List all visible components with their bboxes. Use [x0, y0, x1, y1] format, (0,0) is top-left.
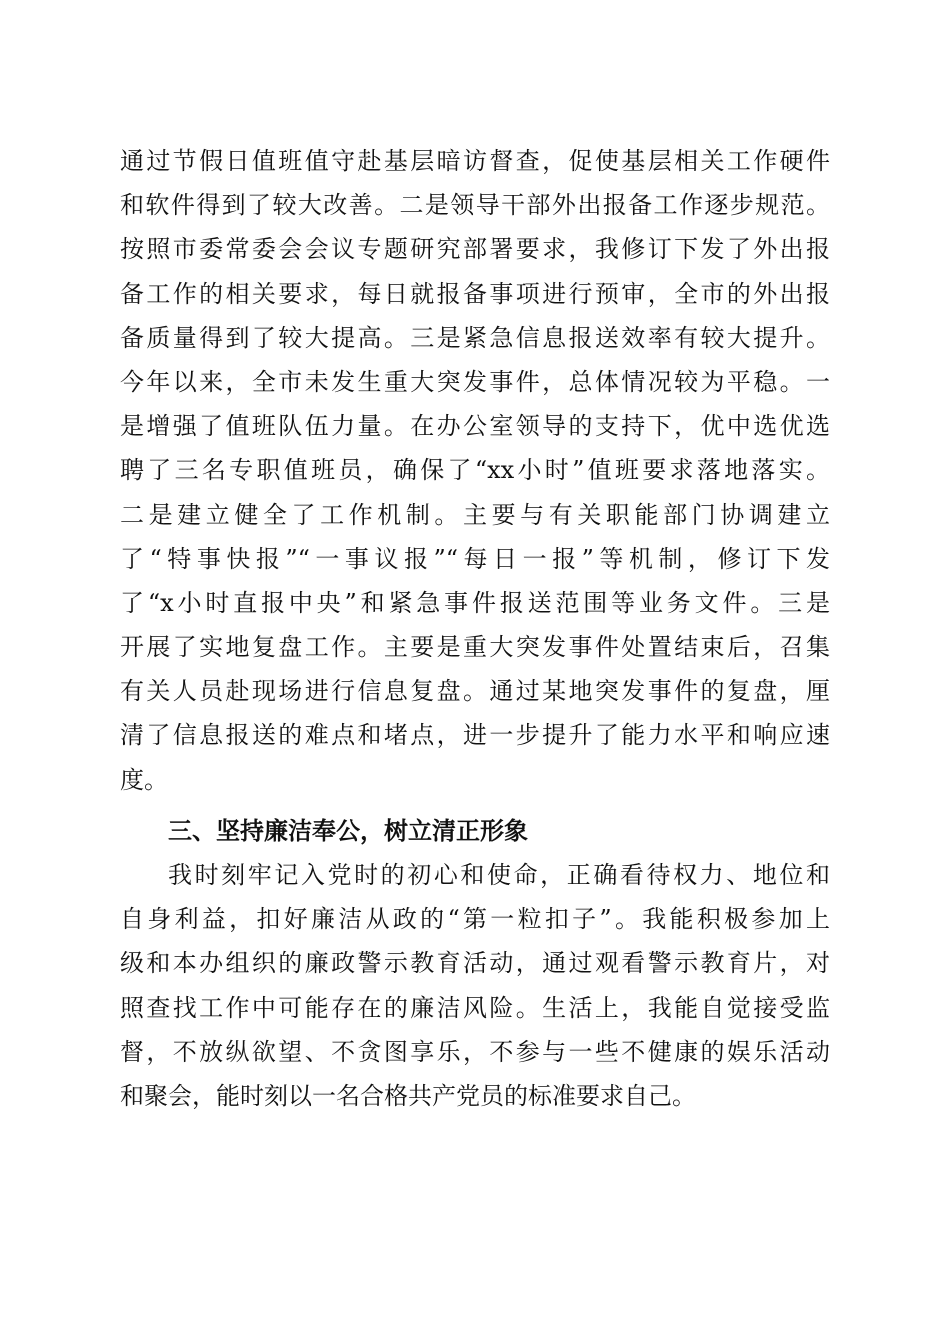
paragraph-line-first: 我时刻牢记入党时的初心和使命，正确看待权力、地位和 — [168, 861, 830, 889]
body-paragraph-duty-work — [120, 139, 830, 802]
section-heading: 三、坚持廉洁奉公，树立清正形象 — [168, 817, 528, 845]
paragraph-line-last: 度。 — [120, 765, 168, 794]
paragraph-line: 聘了三名专职值班员，确保了“xx小时”值班要求落地落实。 — [120, 456, 830, 485]
paragraph-line: 通过节假日值班值守赴基层暗访督查，促使基层相关工作硬件 — [120, 147, 830, 175]
paragraph-line: 按照市委常委会会议专题研究部署要求，我修订下发了外出报 — [120, 235, 830, 264]
paragraph-line: 二是建立健全了工作机制。主要与有关职能部门协调建立 — [120, 500, 830, 529]
paragraph-line: 自身利益，扣好廉洁从政的“第一粒扣子”。我能积极参加上 — [120, 905, 830, 934]
body-paragraph-integrity — [120, 853, 830, 1118]
paragraph-line: 今年以来，全市未发生重大突发事件，总体情况较为平稳。一 — [120, 367, 830, 396]
section-heading-block — [120, 809, 830, 853]
paragraph-line: 备质量得到了较大提高。三是紧急信息报送效率有较大提升。 — [120, 323, 830, 352]
paragraph-line: 有关人员赴现场进行信息复盘。通过某地突发事件的复盘，厘 — [120, 677, 830, 706]
paragraph-line: 清了信息报送的难点和堵点，进一步提升了能力水平和响应速 — [120, 721, 830, 750]
paragraph-line: 了“x小时直报中央”和紧急事件报送范围等业务文件。三是 — [120, 588, 830, 617]
paragraph-line: 级和本办组织的廉政警示教育活动，通过观看警示教育片，对 — [120, 949, 830, 978]
paragraph-line: 是增强了值班队伍力量。在办公室领导的支持下，优中选优选 — [120, 412, 830, 441]
paragraph-line: 照查找工作中可能存在的廉洁风险。生活上，我能自觉接受监 — [120, 993, 830, 1022]
paragraph-line: 了“特事快报”“一事议报”“每日一报”等机制，修订下发 — [120, 544, 830, 573]
paragraph-line: 备工作的相关要求，每日就报备事项进行预审，全市的外出报 — [120, 279, 830, 308]
paragraph-line: 开展了实地复盘工作。主要是重大突发事件处置结束后，召集 — [120, 633, 830, 662]
paragraph-line-last: 和聚会，能时刻以一名合格共产党员的标准要求自己。 — [120, 1081, 696, 1110]
paragraph-line: 督，不放纵欲望、不贪图享乐，不参与一些不健康的娱乐活动 — [120, 1037, 830, 1066]
paragraph-line: 和软件得到了较大改善。二是领导干部外出报备工作逐步规范。 — [120, 191, 830, 220]
